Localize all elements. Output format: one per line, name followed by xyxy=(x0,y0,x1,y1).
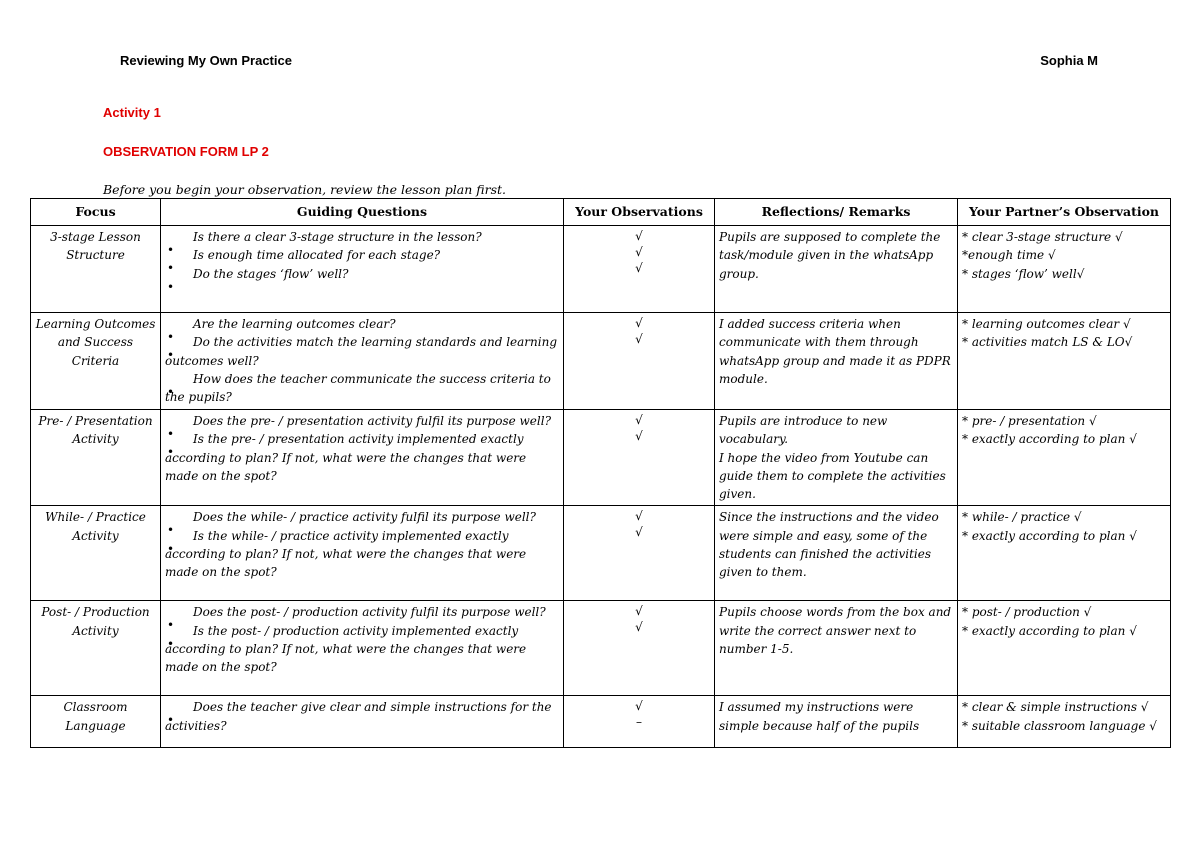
partner-observation-line: * pre- / presentation √ xyxy=(962,414,1097,428)
question-text: Does the while- / practice activity fulfil its purpose well? xyxy=(193,510,536,525)
checkmark-icon: √ xyxy=(635,699,643,714)
column-header-partner-observation: Your Partner’s Observation xyxy=(958,199,1171,226)
your-observations-cell xyxy=(564,313,715,410)
checkmark-icon: √ xyxy=(635,429,643,443)
question-text: Is enough time allocated for each stage? xyxy=(193,248,441,263)
your-observations-cell xyxy=(564,696,715,748)
partner-observation-line: * clear 3-stage structure √ xyxy=(962,230,1123,244)
partner-observation-line: * exactly according to plan √ xyxy=(962,528,1137,543)
reflections-cell: Pupils choose words from the box and write the correct answer next to number 1-5. xyxy=(715,601,958,696)
table-row xyxy=(31,696,1171,748)
reflections-cell: Pupils are introduce to new vocabulary. I hope the video from Youtube can guide them to complete the activities given. xyxy=(715,410,958,506)
activity-label: Activity 1 xyxy=(103,105,161,120)
question-item xyxy=(165,603,559,621)
checkmark-icon: √ xyxy=(635,261,643,275)
question-item xyxy=(165,412,559,430)
table-row xyxy=(31,410,1171,506)
focus-cell: While- / Practice Activity xyxy=(31,506,161,601)
question-list xyxy=(165,412,559,485)
question-item xyxy=(165,333,559,370)
partner-observation-cell xyxy=(958,696,1171,748)
question-list xyxy=(165,603,559,676)
question-text: Do the stages ‘flow’ well? xyxy=(193,266,349,281)
question-text: Do the activities match the learning standards and learning outcomes well? xyxy=(165,335,557,368)
question-item xyxy=(165,698,559,735)
question-item xyxy=(165,246,559,264)
your-observations-cell xyxy=(564,601,715,696)
your-observations-cell xyxy=(564,506,715,601)
question-item xyxy=(165,228,559,246)
partner-observation-line: * exactly according to plan √ xyxy=(962,432,1137,447)
partner-observation-cell xyxy=(958,601,1171,696)
table-row xyxy=(31,226,1171,313)
partner-observation-cell xyxy=(958,313,1171,410)
partner-observation-line: * post- / production √ xyxy=(962,605,1092,620)
your-observations-cell xyxy=(564,410,715,506)
guiding-questions-cell xyxy=(161,410,564,506)
partner-observation-cell xyxy=(958,226,1171,313)
guiding-questions-cell xyxy=(161,601,564,696)
partner-observation-line: * exactly according to plan √ xyxy=(962,623,1137,638)
question-text: Is the post- / production activity implemented exactly according to plan? If not, what were the changes that were made on the spot? xyxy=(165,623,527,675)
question-item xyxy=(165,265,559,283)
question-item xyxy=(165,508,559,526)
question-item xyxy=(165,622,559,677)
checkmark-icon: √ xyxy=(635,229,643,243)
checkmark-icon: √ xyxy=(635,525,643,540)
focus-cell: Post- / Production Activity xyxy=(31,601,161,696)
checkmark-icon: √ xyxy=(635,245,643,259)
your-observations-cell xyxy=(564,226,715,313)
question-list xyxy=(165,315,559,406)
column-header-reflections: Reflections/ Remarks xyxy=(715,199,958,226)
checkmark-icon: √ xyxy=(635,604,643,619)
document-title: Reviewing My Own Practice xyxy=(120,53,292,68)
question-text: Are the learning outcomes clear? xyxy=(193,317,396,331)
question-item xyxy=(165,527,559,582)
focus-cell: Classroom Language xyxy=(31,696,161,748)
checkmark-icon: √ xyxy=(635,332,643,346)
reflections-cell: Pupils are supposed to complete the task/module given in the whatsApp group. xyxy=(715,226,958,313)
checkmark-icon: √ xyxy=(635,620,643,635)
form-title: OBSERVATION FORM LP 2 xyxy=(103,144,269,159)
question-item xyxy=(165,370,559,407)
question-item xyxy=(165,315,559,333)
partner-observation-line: * learning outcomes clear √ xyxy=(962,317,1131,331)
question-item xyxy=(165,430,559,485)
question-text: Does the post- / production activity fulfil its purpose well? xyxy=(193,605,546,620)
partner-observation-line: * clear & simple instructions √ xyxy=(962,700,1149,715)
partner-observation-line: * activities match LS & LO√ xyxy=(962,335,1133,350)
table-header-row xyxy=(31,199,1171,226)
focus-cell: 3-stage Lesson Structure xyxy=(31,226,161,313)
question-list xyxy=(165,508,559,581)
question-list xyxy=(165,228,559,283)
column-header-focus: Focus xyxy=(31,199,161,226)
table-row xyxy=(31,601,1171,696)
checkmark-icon: √ xyxy=(635,413,643,427)
partner-observation-line: * suitable classroom language √ xyxy=(962,718,1157,733)
column-header-guiding-questions: Guiding Questions xyxy=(161,199,564,226)
reflections-cell: Since the instructions and the video were simple and easy, some of the students can finished the activities given to them. xyxy=(715,506,958,601)
question-text: Does the teacher give clear and simple instructions for the activities? xyxy=(165,700,552,733)
dash-mark: – xyxy=(636,715,642,730)
question-text: Is there a clear 3-stage structure in the lesson? xyxy=(193,230,482,244)
partner-observation-cell xyxy=(958,506,1171,601)
question-list xyxy=(165,698,559,735)
checkmark-icon: √ xyxy=(635,509,643,524)
question-text: Is the while- / practice activity implemented exactly according to plan? If not, what were the changes that were made on the spot? xyxy=(165,528,527,580)
reflections-cell: I assumed my instructions were simple because half of the pupils xyxy=(715,696,958,748)
guiding-questions-cell xyxy=(161,313,564,410)
question-text: How does the teacher communicate the success criteria to the pupils? xyxy=(165,371,551,405)
author-name: Sophia M xyxy=(1040,53,1098,68)
question-text: Does the pre- / presentation activity fulfil its purpose well? xyxy=(193,414,552,428)
focus-cell: Pre- / Presentation Activity xyxy=(31,410,161,506)
table-row xyxy=(31,313,1171,410)
partner-observation-line: * stages ‘flow’ well√ xyxy=(962,266,1085,281)
checkmark-icon: √ xyxy=(635,316,643,330)
guiding-questions-cell xyxy=(161,226,564,313)
intro-text: Before you begin your observation, review the lesson plan first. xyxy=(103,182,506,197)
reflections-cell: I added success criteria when communicate with them through whatsApp group and made it as PDPR module. xyxy=(715,313,958,410)
partner-observation-cell xyxy=(958,410,1171,506)
table-row xyxy=(31,506,1171,601)
partner-observation-line: * while- / practice √ xyxy=(962,510,1082,525)
guiding-questions-cell xyxy=(161,506,564,601)
guiding-questions-cell xyxy=(161,696,564,748)
column-header-your-observations: Your Observations xyxy=(564,199,715,226)
question-text: Is the pre- / presentation activity implemented exactly according to plan? If not, what were the changes that were made on the spot? xyxy=(165,432,527,483)
focus-cell: Learning Outcomes and Success Criteria xyxy=(31,313,161,410)
partner-observation-line: *enough time √ xyxy=(962,248,1056,263)
observation-table xyxy=(30,198,1171,748)
